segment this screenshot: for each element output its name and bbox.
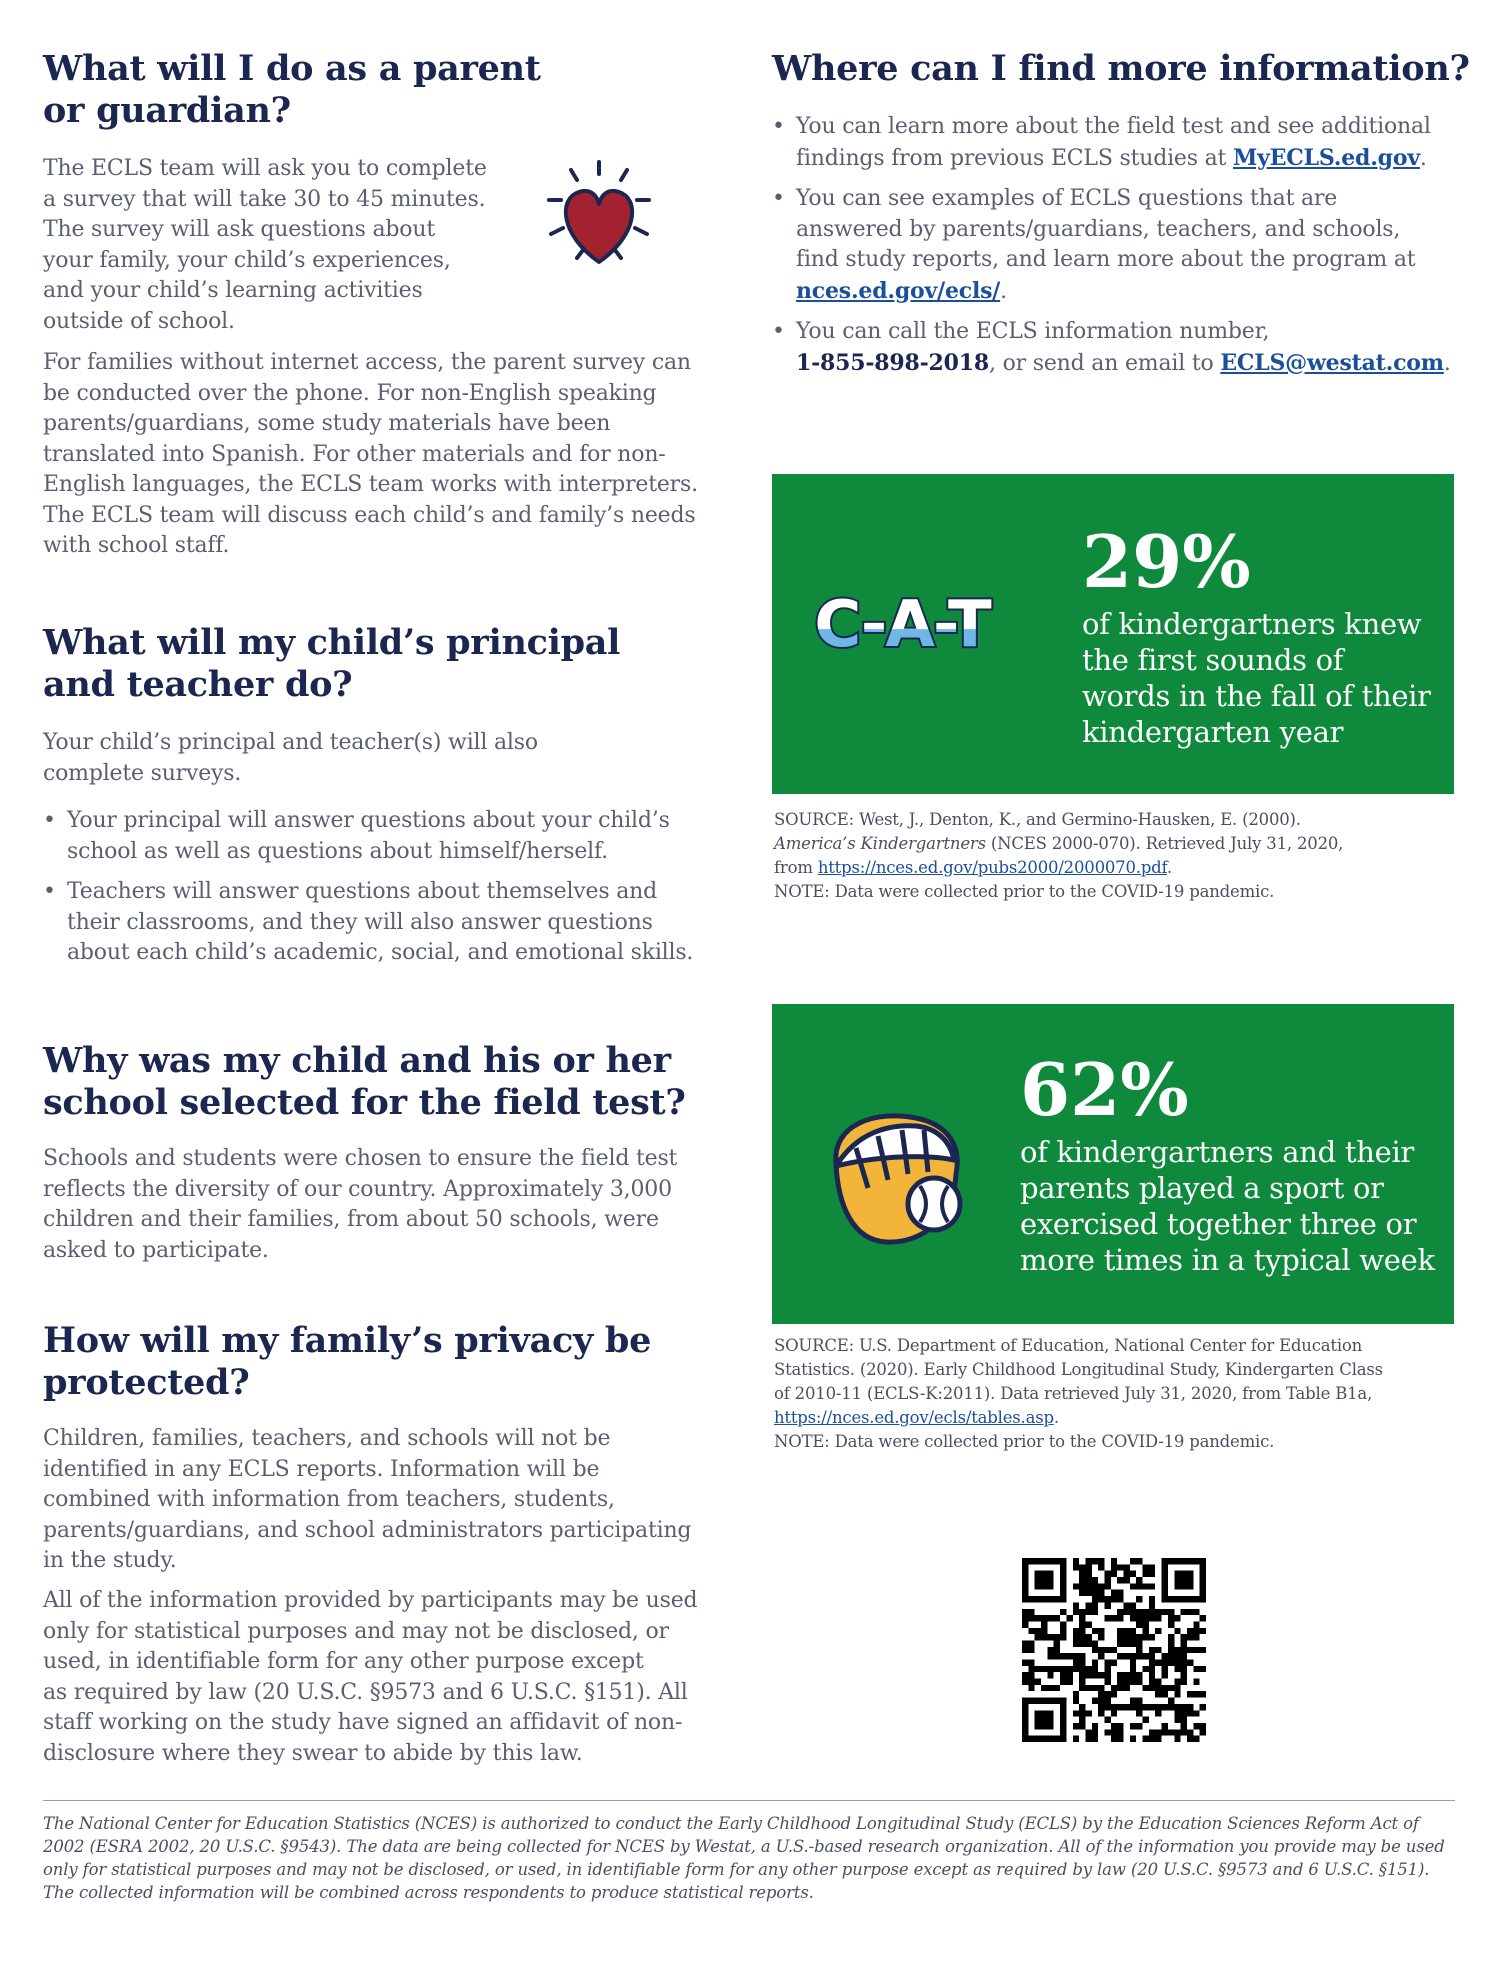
bullet-list (772, 112, 1462, 379)
section-heading: What will my child’s principal and teacher do? (43, 622, 621, 705)
list-item: • Teachers will answer questions about themselves and their classrooms, and they will also answer questions about each child’s academic, social, and emotional skills. (43, 877, 733, 969)
phone-number: 1-855-898-2018 (796, 349, 989, 376)
stat-box-sports (772, 1004, 1454, 1324)
paragraph: All of the information provided by participants may be used only for statistical purposes and may not be disclosed, or used, in identifiable form for any other purpose except as required by law (20 U.S.C. §9573 and 6 U.S.C. §151). All staff working on the study have signed an affidavit of non- disclosure where they swear to abide by this law. (43, 1588, 698, 1766)
stat-box-phonics (772, 474, 1454, 794)
section-heading: How will my family’s privacy be protected? (43, 1320, 652, 1403)
cat-letters-icon (802, 582, 1002, 662)
nces-ecls-link[interactable]: nces.ed.gov/ecls/ (796, 277, 1001, 304)
section-heading: What will I do as a parent or guardian? (43, 48, 541, 131)
paragraph: Your child’s principal and teacher(s) will also complete surveys. (43, 730, 538, 786)
stat-description: of kindergartners and their parents played a sport or exercised together three or more times in a typical week (1020, 1135, 1435, 1277)
paragraph: Schools and students were chosen to ensure the field test reflects the diversity of our country. Approximately 3,000 children and their families, from about 50 schools, were asked to participate. (43, 1146, 678, 1263)
stat-percentage: 29% (1082, 519, 1251, 604)
stat-percentage: 62% (1020, 1047, 1189, 1132)
qr-code[interactable] (1022, 1558, 1206, 1742)
myecls-link[interactable]: MyECLS.ed.gov (1232, 144, 1420, 171)
section-heading: Why was my child and his or her school selected for the field test? (43, 1040, 686, 1123)
source-link[interactable]: https://nces.ed.gov/ecls/tables.asp (774, 1408, 1054, 1427)
list-item: • Your principal will answer questions about your child’s school as well as questions about himself/herself. (43, 806, 733, 867)
section-parent-role (43, 48, 723, 132)
bullet-list (43, 806, 733, 969)
svg-text:C-A-T: C-A-T (814, 588, 990, 662)
baseball-glove-icon (816, 1104, 986, 1254)
heart-icon (529, 158, 669, 278)
email-link[interactable]: ECLS@westat.com (1220, 349, 1444, 376)
legal-footer: The National Center for Education Statistics (NCES) is authorized to conduct the Early Childhood Longitudinal Study (ECLS) by the Education Sciences Reform Act of 2002 (ESRA 2002, 20 U.S.C. §9543). The data are being collected for NCES by Westat, a U.S.-based research organization. All of the information you provide may be used only for statistical purposes and may not be disclosed, or used, in identifiable form for any other purpose except as required by law (20 U.S.C. §9573 and 6 U.S.C. §151). The collected information will be combined across respondents to produce statistical reports. (43, 1814, 1445, 1902)
source-note: SOURCE: U.S. Department of Education, National Center for Education Statistics. (2020). Early Childhood Longitudinal Study, Kindergarten Class of 2010-11 (ECLS-K:2011). Data retrieved July 31, 2020, from Table B1a, https://nces.ed.gov/ecls/tables.asp. NOTE: Data were collected prior to the COVID-19 pandemic. (774, 1336, 1383, 1451)
paragraph: For families without internet access, the parent survey can be conducted over the phone. For non-English speaking parents/guardians, some study materials have been translated into Spanish. For other materials and for non- English languages, the ECLS team works with interpreters. The ECLS team will discuss each child’s and family’s needs with school staff. (43, 350, 698, 558)
footer-divider (43, 1800, 1455, 1801)
list-item: • You can call the ECLS information number, 1-855-898-2018, or send an email to ECLS@westat.com. (772, 317, 1462, 379)
list-item: • You can learn more about the field test and see additional findings from previous ECLS studies at MyECLS.ed.gov. (772, 112, 1462, 174)
paragraph: The ECLS team will ask you to complete a survey that will take 30 to 45 minutes. The survey will ask questions about your family, your child’s experiences, and your child’s learning activities outside of school. (43, 156, 487, 334)
source-note: SOURCE: West, J., Denton, K., and Germino-Hausken, E. (2000). America’s Kindergartners (NCES 2000-070). Retrieved July 31, 2020, from https://nces.ed.gov/pubs2000/2000070.pdf. NOTE: Data were collected prior to the COVID-19 pandemic. (774, 810, 1344, 901)
paragraph: Children, families, teachers, and schools will not be identified in any ECLS reports. Information will be combined with information from teachers, students, parents/guardians, and school administrators participating in the study. (43, 1426, 692, 1573)
section-heading: Where can I find more information? (772, 48, 1470, 89)
list-item: • You can see examples of ECLS questions that are answered by parents/guardians, teachers, and schools, find study reports, and learn more about the program at nces.ed.gov/ecls/. (772, 184, 1462, 307)
stat-description: of kindergartners knew the first sounds of words in the fall of their kindergarten year (1082, 607, 1431, 749)
source-link[interactable]: https://nces.ed.gov/pubs2000/2000070.pdf (817, 858, 1167, 877)
